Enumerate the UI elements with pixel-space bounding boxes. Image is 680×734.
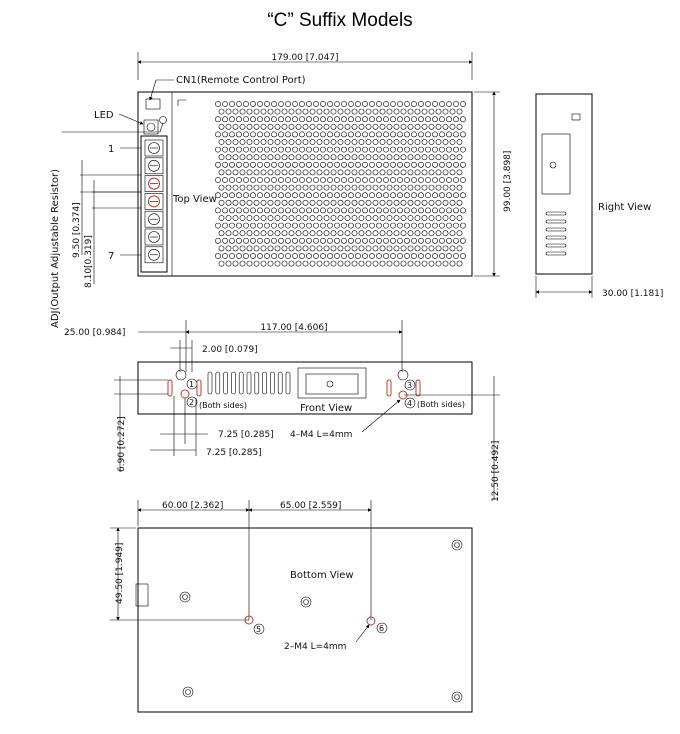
cn1-connector	[146, 99, 160, 109]
front-hole-top-right	[398, 370, 408, 380]
bottom-hole-6-label: 6	[379, 624, 385, 633]
front-connector-window	[298, 368, 366, 398]
bottom-60-dim: 60.00 [2.362]	[162, 501, 224, 511]
front-725b-dim: 7.25 [0.285]	[206, 448, 262, 458]
front-690-dim: 6.90 [0.272]	[117, 416, 127, 472]
right-view	[536, 94, 663, 299]
pin-1-label: 1	[108, 144, 115, 155]
front-left-dim: 25.00 [0.984]	[64, 328, 126, 338]
top-view-label: Top View	[173, 194, 217, 205]
bottom-screw-note: 2–M4 L=4mm	[284, 642, 347, 652]
top-height-dim: 99.00 [3.898]	[503, 150, 513, 212]
adj-resistor	[160, 117, 167, 124]
bottom-65-dim: 65.00 [2.559]	[280, 501, 342, 511]
terminal-screws	[145, 140, 163, 263]
front-1250-dim: 12.50 [0.492]	[491, 440, 501, 502]
front-hole-top-left	[176, 370, 186, 380]
right-view-slots	[546, 212, 566, 255]
top-view	[50, 52, 513, 328]
front-hole-3: 3	[407, 381, 413, 390]
right-view-screw	[550, 162, 556, 168]
right-view-label: Right View	[598, 202, 652, 213]
front-hole-2: 2	[189, 398, 195, 407]
front-span-dim: 117.00 [4.606]	[260, 323, 328, 333]
front-hole-bottom-left	[181, 390, 189, 398]
both-sides-left: (Both sides)	[199, 401, 247, 410]
front-725a-dim: 7.25 [0.285]	[218, 430, 274, 440]
adj-label: ADJ(Output Adjustable Resistor)	[50, 168, 61, 328]
bottom-hole-5-label: 5	[256, 625, 262, 634]
right-view-tab	[572, 114, 580, 120]
bottom-standoffs	[180, 540, 462, 702]
bottom-view-label: Bottom View	[290, 570, 354, 581]
front-hole-4: 4	[407, 399, 413, 408]
led-label: LED	[94, 110, 114, 121]
pitch-b-dim: 8.10[0.319]	[84, 235, 94, 288]
led-lens	[147, 123, 155, 131]
bottom-4950-dim: 49.50 [1.949]	[115, 542, 125, 604]
bottom-view	[110, 500, 472, 712]
pin-7-label: 7	[108, 251, 115, 262]
cn1-label: CN1(Remote Control Port)	[176, 75, 306, 86]
front-connector-inner	[306, 374, 358, 394]
vent-hole-pattern	[215, 101, 465, 266]
front-small-dim: 2.00 [0.079]	[202, 345, 258, 355]
front-screw-note: 4–M4 L=4mm	[290, 430, 353, 440]
pitch-a-dim: 9.50 [0.374]	[72, 202, 82, 258]
both-sides-right: (Both sides)	[417, 400, 465, 409]
front-vent-slots	[208, 372, 290, 394]
front-view-label: Front View	[300, 403, 353, 414]
top-width-dim: 179.00 [7.047]	[271, 53, 339, 63]
right-depth-dim: 30.00 [1.181]	[602, 289, 664, 299]
front-hole-1: 1	[189, 380, 195, 389]
front-view	[64, 320, 501, 502]
page-title: “C” Suffix Models	[267, 10, 413, 31]
